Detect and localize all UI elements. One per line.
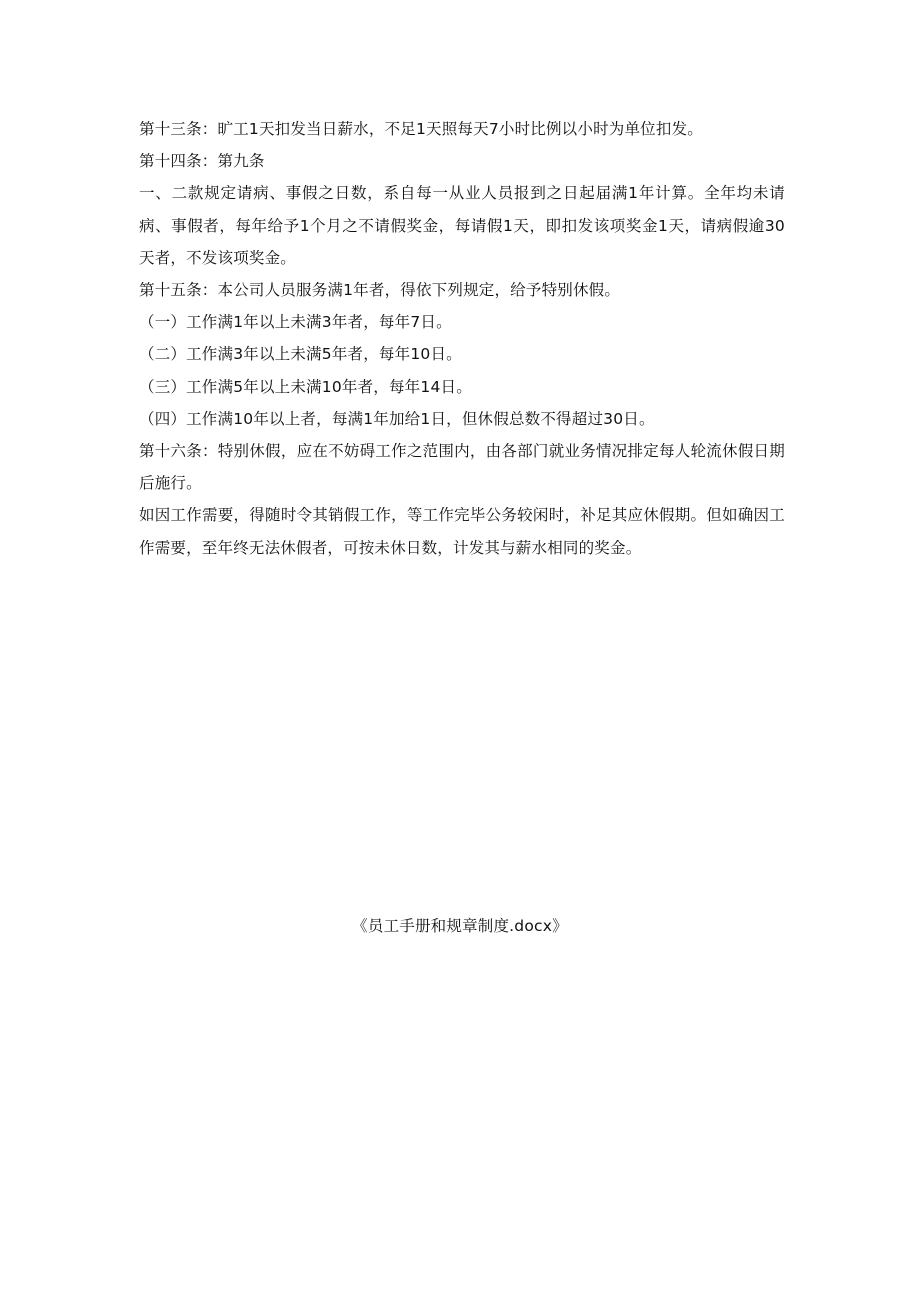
leave-rule-item-3: （三）工作满5年以上未满10年者，每年14日。 — [139, 377, 472, 396]
article-13-paragraph: 第十三条：旷工1天扣发当日薪水，不足1天照每天7小时比例以小时为单位扣发。 — [139, 120, 703, 138]
cancel-leave-paragraph: 如因工作需要，得随时令其销假工作，等工作完毕公务较闲时，补足其应休假期。但如确因工作需要，至年终无法休假者，可按未休日数，计发其与薪水相同的奖金。 — [139, 506, 785, 557]
leave-rule-item-1: （一）工作满1年以上未满3年者，每年7日。 — [139, 313, 452, 332]
document-filename-caption: 《员工手册和规章制度.docx》 — [352, 917, 568, 935]
article-15-paragraph: 第十五条：本公司人员服务满1年者，得依下列规定，给予特别休假。 — [139, 281, 621, 300]
leave-rule-item-4: （四）工作满10年以上者，每满1年加给1日，但休假总数不得超过30日。 — [139, 409, 655, 428]
article-16-paragraph: 第十六条：特别休假，应在不妨碍工作之范围内，由各部门就业务情况排定每人轮流休假日期后施行。 — [139, 442, 785, 493]
leave-rule-item-2: （二）工作满3年以上未满5年者，每年10日。 — [139, 345, 462, 364]
document-body — [139, 113, 785, 564]
article-14-heading: 第十四条：第九条 — [139, 152, 265, 171]
leave-bonus-paragraph: 一、二款规定请病、事假之日数，系自每一从业人员报到之日起届满1年计算。全年均未请病、事假者，每年给予1个月之不请假奖金，每请假1天，即扣发该项奖金1天，请病假逾30天者，不发该项奖金。 — [139, 184, 785, 267]
